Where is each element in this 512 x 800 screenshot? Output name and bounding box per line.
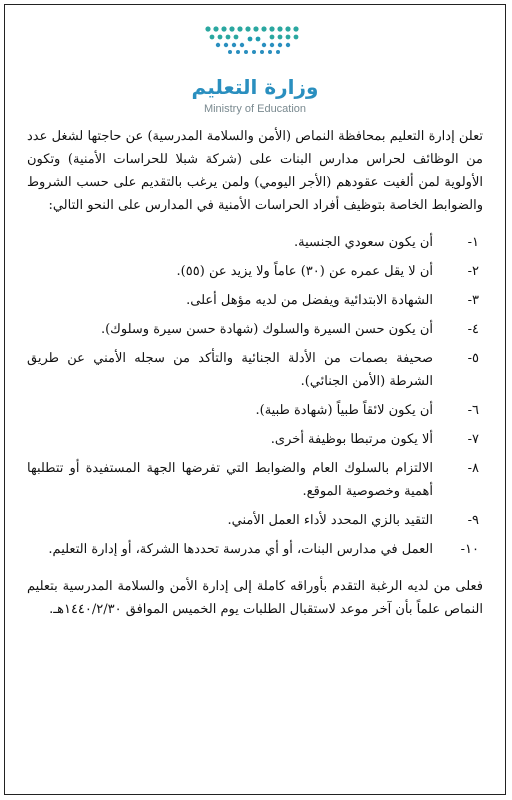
announcement-body <box>27 125 483 621</box>
list-item <box>27 457 483 503</box>
item-number: ٨- <box>467 461 479 476</box>
item-number: ١- <box>467 235 479 250</box>
list-item <box>27 318 483 341</box>
ministry-name-english: Ministry of Education <box>203 103 307 115</box>
item-text: العمل في مدارس البنات، أو أي مدرسة تحددها الشركة، أو إدارة التعليم. <box>48 542 433 557</box>
item-number: ٥- <box>467 351 479 366</box>
item-text: الالتزام بالسلوك العام والضوابط التي تفرضها الجهة المستفيدة أو تتطلبها أهمية وخصوصية الموقع. <box>27 461 433 499</box>
item-number: ٢- <box>467 264 479 279</box>
list-item <box>27 538 483 561</box>
conditions-list <box>27 231 483 561</box>
item-number: ١٠- <box>460 542 479 557</box>
item-text: أن يكون حسن السيرة والسلوك (شهادة حسن سيرة وسلوك). <box>100 322 433 337</box>
ministry-logo <box>5 19 505 119</box>
item-text: أن يكون لائقاً طبياً (شهادة طبية). <box>255 403 433 418</box>
closing-paragraph: فعلى من لديه الرغبة التقدم بأوراقه كاملة إلى إدارة الأمن والسلامة المدرسية بتعليم النماص علماً بأن آخر موعد لاستقبال الطلبات يوم الخميس الموافق ١٤٤٠/٢/٣٠هـ. <box>27 579 483 617</box>
document-frame <box>4 4 506 795</box>
item-text: ألا يكون مرتبطا بوظيفة أخرى. <box>270 432 433 447</box>
list-item <box>27 399 483 422</box>
item-text: أن يكون سعودي الجنسية. <box>294 235 433 250</box>
intro-paragraph: تعلن إدارة التعليم بمحافظة النماص (الأمن والسلامة المدرسية) عن حاجتها لشغل عدد من الوظائف لحراس مدارس البنات على (شركة شبلا للحراسات الأمنية) وتكون الأولوية لمن ألغيت عقودهم (الأجر اليومي) ولمن يرغب بالتقديم على حسب الشروط والضوابط الخاصة بتوظيف أفراد الحراسات الأمنية في المدارس على النحو التالي: <box>27 129 483 213</box>
item-number: ٧- <box>467 432 479 447</box>
ministry-name-arabic: وزارة التعليم <box>191 75 319 99</box>
list-item <box>27 260 483 283</box>
list-item <box>27 428 483 451</box>
item-number: ٤- <box>467 322 479 337</box>
ministry-dots-logo-icon <box>200 19 310 59</box>
list-item <box>27 289 483 312</box>
item-text: أن لا يقل عمره عن (٣٠) عاماً ولا يزيد عن (٥٥). <box>176 264 433 279</box>
list-item <box>27 509 483 532</box>
item-text: التقيد بالزي المحدد لأداء العمل الأمني. <box>227 513 433 528</box>
item-number: ٩- <box>467 513 479 528</box>
item-number: ٣- <box>467 293 479 308</box>
item-text: صحيفة بصمات من الأدلة الجنائية والتأكد من سجله الأمني عن طريق الشرطة (الأمن الجنائي). <box>27 351 433 389</box>
list-item <box>27 231 483 254</box>
item-number: ٦- <box>467 403 479 418</box>
list-item <box>27 347 483 393</box>
item-text: الشهادة الابتدائية ويفضل من لديه مؤهل أعلى. <box>186 293 433 308</box>
